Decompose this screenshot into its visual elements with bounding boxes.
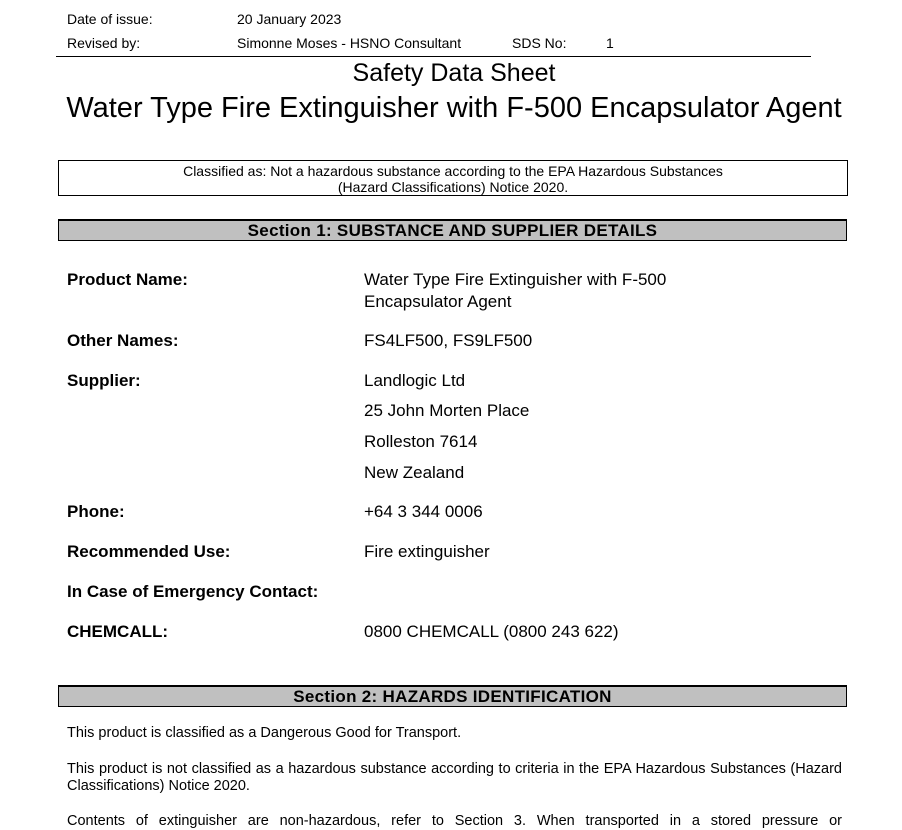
supplier-line: Landlogic Ltd (364, 371, 466, 390)
section-2-paragraph-3: Contents of extinguisher are non-hazardous, refer to Section 3. When transported in a stored pressure or (67, 813, 842, 829)
supplier-label: Supplier: (67, 371, 141, 390)
supplier-line: 25 John Morten Place (364, 401, 530, 420)
chemcall-label: CHEMCALL: (67, 622, 169, 641)
revised-by-value: Simonne Moses - HSNO Consultant (237, 35, 462, 51)
supplier-line: New Zealand (364, 463, 465, 482)
emergency-contact-label: In Case of Emergency Contact: (67, 582, 319, 601)
classification-line-1: Classified as: Not a hazardous substance according to the EPA Hazardous Substances (183, 163, 723, 179)
sds-no-label: SDS No: (512, 35, 567, 51)
sds-no-value: 1 (606, 35, 614, 51)
phone-label: Phone: (67, 502, 125, 521)
header-divider (56, 56, 811, 57)
section-2-paragraph-2: This product is not classified as a hazardous substance according to criteria in the EPA Hazardous Substances (Hazard Classifications) Notice 2020. (67, 761, 842, 794)
product-name-value-line-2: Encapsulator Agent (364, 292, 512, 311)
classification-line-2: (Hazard Classifications) Notice 2020. (337, 179, 569, 195)
section-2-paragraph-1: This product is classified as a Dangerous Good for Transport. (67, 725, 462, 741)
recommended-use-value: Fire extinguisher (364, 542, 490, 561)
phone-value: +64 3 344 0006 (364, 502, 483, 521)
product-name-value-line-1: Water Type Fire Extinguisher with F-500 (364, 270, 667, 289)
chemcall-value: 0800 CHEMCALL (0800 243 622) (364, 622, 619, 641)
supplier-line: Rolleston 7614 (364, 432, 478, 451)
document-title: Safety Data Sheet (352, 59, 556, 87)
section-2-heading: Section 2: HAZARDS IDENTIFICATION (58, 685, 847, 707)
classification-box (58, 160, 848, 196)
revised-by-label: Revised by: (67, 35, 141, 51)
product-title: Water Type Fire Extinguisher with F-500 Encapsulator Agent (66, 92, 842, 124)
other-names-label: Other Names: (67, 331, 179, 350)
recommended-use-label: Recommended Use: (67, 542, 231, 561)
other-names-value: FS4LF500, FS9LF500 (364, 331, 533, 350)
date-of-issue-label: Date of issue: (67, 11, 153, 27)
section-1-heading: Section 1: SUBSTANCE AND SUPPLIER DETAILS (58, 219, 847, 241)
date-of-issue-value: 20 January 2023 (237, 11, 342, 27)
product-name-label: Product Name: (67, 270, 188, 289)
